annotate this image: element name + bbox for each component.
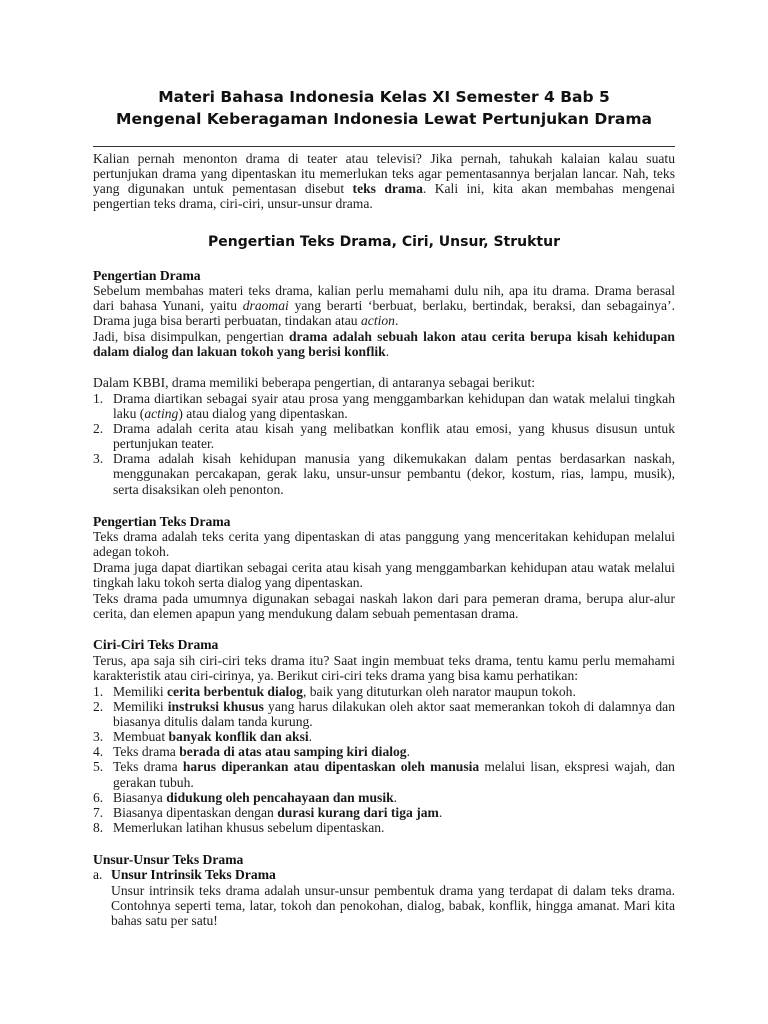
ciri-text: Memiliki xyxy=(113,684,167,699)
ciri-bold: instruksi khusus xyxy=(167,699,264,715)
list-item xyxy=(93,744,675,759)
list-item xyxy=(93,699,675,729)
ciri-text: Memerlukan latihan khusus sebelum dipentaskan. xyxy=(113,819,385,835)
kesimpulan-paragraph xyxy=(93,329,675,359)
pd-text-3: . xyxy=(394,313,399,329)
kbbi-item3-text: Drama adalah kisah kehidupan manusia yang dikemukakan dalam pentas berdasarkan naskah, menggunakan percakapan, gerak laku, unsur-unsur pembantu (dekor, kostum, rias, lampu, musik), serta disaksikan oleh penonton. xyxy=(113,451,675,497)
list-number: 2. xyxy=(93,421,104,437)
kbbi-intro: Dalam KBBI, drama memiliki beberapa pengertian, di antaranya sebagai berikut: xyxy=(93,375,536,390)
unsur-intrinsik-paragraph: Unsur intrinsik teks drama adalah unsur-unsur pembentuk drama yang terdapat di dalam teks drama. Contohnya seperti tema, latar, tokoh dan penokohan, dialog, babak, konflik, hingga amanat. Mari kita bahas satu per satu! xyxy=(111,883,675,929)
list-item xyxy=(93,759,675,789)
title-divider xyxy=(93,146,675,147)
kbbi-item1-italic: acting xyxy=(144,406,179,422)
pd-italic-action: action xyxy=(361,313,395,329)
ciri-text-end: . xyxy=(406,744,411,760)
list-item xyxy=(93,790,675,805)
list-number: 1. xyxy=(93,391,104,406)
kbbi-item1-text-end: ) atau dialog yang dipentaskan. xyxy=(178,406,348,422)
sub-heading-text: Unsur Intrinsik Teks Drama xyxy=(111,867,276,882)
list-number: 2. xyxy=(93,699,104,715)
pd-text: Sebelum membahas materi teks drama, kalian perlu memahami dulu nih, apa itu drama. Drama berasal dari bahasa Yunani, yaitu xyxy=(93,283,675,314)
ciri-text: Biasanya xyxy=(113,789,167,805)
heading-pengertian-teks-drama: Pengertian Teks Drama xyxy=(93,514,231,529)
heading-pengertian-drama: Pengertian Drama xyxy=(93,268,201,283)
intro-paragraph xyxy=(93,151,675,211)
ciri-text-end: melalui lisan, ekspresi wajah, dan gerakan tubuh. xyxy=(113,759,675,790)
ciri-bold: didukung oleh pencahayaan dan musik xyxy=(166,789,394,805)
list-item xyxy=(93,421,675,451)
kbbi-item1-text: Drama diartikan sebagai syair atau prosa yang menggambarkan kehidupan dan watak melalui tingkah laku ( xyxy=(113,391,675,422)
ciri-text: Membuat xyxy=(113,729,169,745)
ciri-text: Biasanya dipentaskan dengan xyxy=(113,804,278,820)
page-title-line2: Mengenal Keberagaman Indonesia Lewat Pertunjukan Drama xyxy=(116,110,652,128)
heading-unsur-unsur: Unsur-Unsur Teks Drama xyxy=(93,852,244,867)
list-number: 3. xyxy=(93,729,104,745)
list-item xyxy=(93,820,675,835)
list-number: 3. xyxy=(93,451,104,467)
heading-ciri-ciri: Ciri-Ciri Teks Drama xyxy=(93,637,219,652)
ciri-list xyxy=(93,684,675,835)
ciri-text: Teks drama xyxy=(113,759,183,775)
ciri-bold: banyak konflik dan aksi xyxy=(168,729,309,745)
ciri-text: Memiliki xyxy=(113,699,168,715)
list-number: 1. xyxy=(93,684,104,699)
kbbi-list xyxy=(93,391,675,497)
page-title-line1: Materi Bahasa Indonesia Kelas XI Semester 4 Bab 5 xyxy=(158,88,610,106)
intro-text-end: . Kali ini, kita akan membahas mengenai pengertian teks drama, ciri-ciri, unsur-unsur drama. xyxy=(93,181,675,212)
ciri-text-end: . xyxy=(393,789,398,805)
ciri-text-end: . xyxy=(438,804,443,820)
ciri-text: Teks drama xyxy=(113,744,180,760)
pengertian-teks-p2: Drama juga dapat diartikan sebagai cerita atau kisah yang menggambarkan kehidupan atau watak melalui tingkah laku tokoh serta dialog yang dipentaskan. xyxy=(93,560,675,591)
list-item xyxy=(93,805,675,820)
sub-letter: a. xyxy=(93,867,103,882)
section-title: Pengertian Teks Drama, Ciri, Unsur, Struktur xyxy=(208,234,560,250)
ciri-bold: berada di atas atau samping kiri dialog xyxy=(179,744,407,760)
pd-text-4: Jadi, bisa disimpulkan, pengertian xyxy=(93,329,289,344)
list-number: 5. xyxy=(93,759,104,775)
intro-text: Kalian pernah menonton drama di teater atau televisi? Jika pernah, tahukah kalaian kalau suatu pertunjukan drama yang dipentaskan itu memerlukan teks agar pementasannya berjalan lancar. Nah, teks yang digunakan untuk pementasan disebut xyxy=(93,151,675,197)
list-item xyxy=(93,729,675,744)
list-number: 6. xyxy=(93,789,104,805)
pengertian-teks-p1: Teks drama adalah teks cerita yang dipentaskan di atas panggung yang menceritakan kehidupan melalui adegan tokoh. xyxy=(93,529,675,560)
pd-bold-definition: drama adalah sebuah lakon atau cerita berupa kisah kehidupan dalam dialog dan lakuan tokoh yang berisi konflik xyxy=(93,329,675,360)
ciri-bold: cerita berbentuk dialog xyxy=(167,684,303,699)
ciri-text-end: , baik yang dituturkan oleh narator maupun tokoh. xyxy=(302,684,576,699)
pengertian-drama-paragraph xyxy=(93,283,675,328)
subheading-unsur-intrinsik xyxy=(93,867,276,882)
list-number: 4. xyxy=(93,744,104,760)
intro-bold-term: teks drama xyxy=(352,181,423,197)
pengertian-teks-p3: Teks drama pada umumnya digunakan sebagai naskah lakon dari para pemeran drama, berupa alur-alur cerita, dan elemen apapun yang mendukung dalam sebuah pementasan drama. xyxy=(93,591,675,622)
ciri-bold: durasi kurang dari tiga jam xyxy=(277,804,439,820)
list-number: 7. xyxy=(93,804,104,820)
pd-text-2: yang berarti ‘berbuat, berlaku, bertindak, beraksi, dan sebagainya’. Drama juga bisa berarti perbuatan, tindakan atau xyxy=(93,298,675,329)
list-item xyxy=(93,391,675,421)
pd-italic-draomai: draomai xyxy=(242,298,289,314)
list-item xyxy=(93,451,675,496)
list-number: 8. xyxy=(93,819,104,835)
ciri-text-end: yang harus dilakukan oleh aktor saat memerankan tokoh di dalamnya dan biasanya ditulis dalam tanda kurung. xyxy=(113,699,675,730)
ciri-intro: Terus, apa saja sih ciri-ciri teks drama itu? Saat ingin membuat teks drama, tentu kamu perlu memahami karakteristik atau ciri-cirinya, ya. Berikut ciri-ciri teks drama yang bisa kamu perhatikan: xyxy=(93,653,675,684)
ciri-bold: harus diperankan atau dipentaskan oleh manusia xyxy=(182,759,480,775)
ciri-text-end: . xyxy=(308,729,313,745)
pd-text-5: . xyxy=(385,344,390,360)
kbbi-item2-text: Drama adalah cerita atau kisah yang melibatkan konflik atau emosi, yang khusus disusun untuk pertunjukan teater. xyxy=(113,421,675,452)
list-item xyxy=(93,684,675,699)
